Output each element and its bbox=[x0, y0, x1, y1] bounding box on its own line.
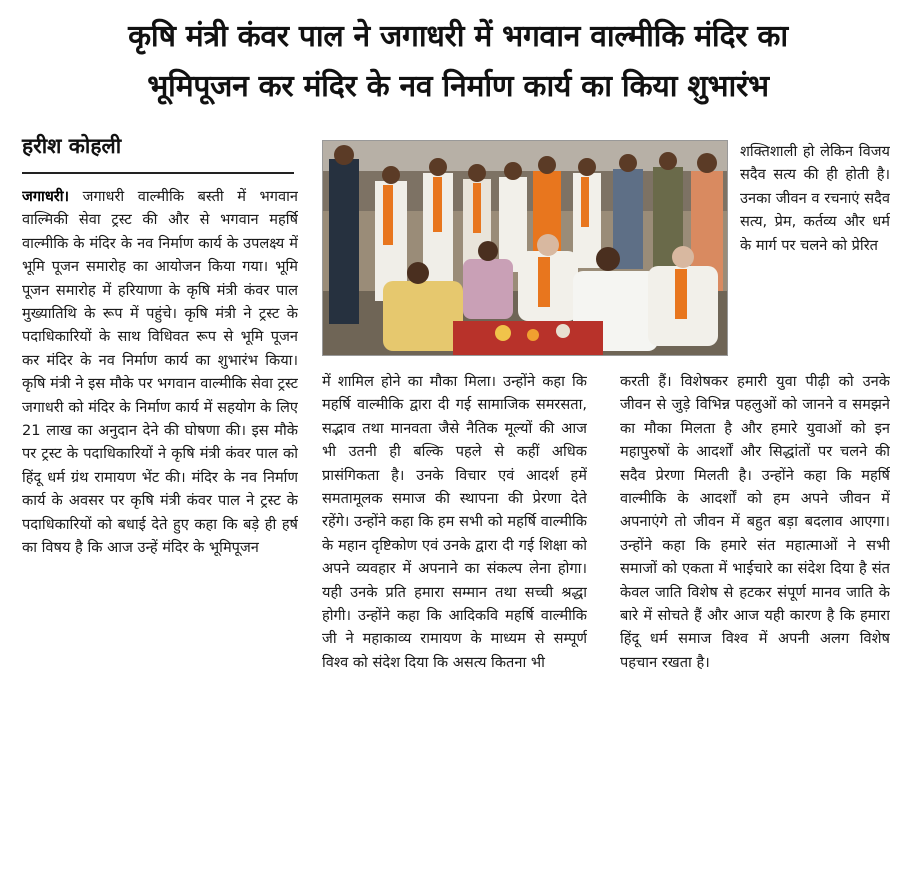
byline: हरीश कोहली bbox=[22, 133, 122, 158]
column-3-top-text: शक्तिशाली हो लेकिन विजय सदैव सत्य की ही होती है। उनका जीवन व रचनाएं सदैव सत्य, प्रेम, कर्तव्य और धर्म के मार्ग पर चलने को प्रेरित bbox=[740, 143, 890, 254]
article-column-1 bbox=[22, 185, 298, 870]
headline-line-2: भूमिपूजन कर मंदिर के नव निर्माण कार्य का किया शुभारंभ bbox=[147, 69, 769, 104]
article-column-3 bbox=[620, 370, 890, 870]
column-2-text: में शामिल होने का मौका मिला। उन्होंने कहा कि महर्षि वाल्मीकि द्वारा दी गई सामाजिक समरसता, सद्भाव तथा मानवता जैसे नैतिक मूल्यों की आज भी उतनी ही बल्कि पहले से कहीं अधिक प्रासंगिकता है। उनके विचार एवं आदर्श हमें समतामूलक समाज की स्थापना की प्रेरणा देते रहेंगे। उन्होंने कहा कि हम सभी को महर्षि वाल्मीकि के महान दृष्टिकोण एवं उनके द्वारा दी गई शिक्षा को अपने व्यवहार में अपनाने का संकल्प लेना होगा। यही उनके प्रति हमारा सम्मान तथा सच्ची श्रद्धा होगी। उन्होंने कहा कि आदिकवि महर्षि वाल्मीकि जी ने महाकाव्य रामायण के माध्यम से सम्पूर्ण विश्व को संदेश दिया कि असत्य कितना भी bbox=[322, 373, 587, 671]
column-3-text: करती हैं। विशेषकर हमारी युवा पीढ़ी को उनके जीवन से जुड़े विभिन्न पहलुओं को जानने व समझने का मौका मिलता है और हमारे युवाओं को इन महापुरुषों के आदर्शों और सिद्धांतों पर चलने की सदैव प्रेरणा मिलती है। उन्होंने कहा कि महर्षि वाल्मीकि के आदर्शों को हम अपने जीवन में अपनाएंगे तो जीवन में बहुत बड़ा बदलाव आएगा। उन्होंने कहा कि हमारे संत महात्माओं ने सभी समाजों को एकता में भाईचारे का संदेश दिया है संत केवल जाति विशेष से हटकर संपूर्ण मानव जाति के बारे में सोचते हैं और आज यही कारण है कि हमारा हिंदू धर्म समाज विश्व में अपनी अलग विशेष पहचान रखता है। bbox=[620, 373, 890, 671]
article-column-3-top bbox=[740, 140, 890, 365]
column-1-text: जगाधरी वाल्मीकि बस्ती में भगवान वाल्मिकी सेवा ट्रस्ट की और से भगवान महर्षि वाल्मीकि के मंदिर के नव निर्माण कार्य के उपलक्ष्य में भूमि पूजन समारोह का आयोजन किया गया। भूमि पूजन समारोह में हरियाणा के कृषि मंत्री कंवर पाल मुख्यातिथि के रूप में पहुंचे। कृषि मंत्री ने ट्रस्ट के पदाधिकारियों के साथ विधिवत रूप से भूमि पूजन कर मंदिर के नव निर्माण कार्य का शुभारंभ किया। कृषि मंत्री ने इस मौके पर भगवान वाल्मीकि सेवा ट्रस्ट जगाधरी को मंदिर के निर्माण कार्य में सहयोग के लिए 21 लाख का अनुदान देने की घोषणा की। इस मौके पर ट्रस्ट के पदाधिकारियों ने कृषि मंत्री कंवर पाल को हिंदू धर्म ग्रंथ रामायण भेंट की। मंदिर के नव निर्माण कार्य के अवसर पर कृषि मंत्री कंवर पाल ने ट्रस्ट के पदाधिकारियों को बधाई देते हुए कहा कि बड़े ही हर्ष का विषय है कि आज उन्हें मंदिर के भूमिपूजन bbox=[22, 188, 298, 557]
byline-divider bbox=[22, 172, 294, 174]
headline-line-1: कृषि मंत्री कंवर पाल ने जगाधरी में भगवान वाल्मीकि मंदिर का bbox=[128, 19, 788, 54]
dateline: जगाधरी। bbox=[22, 188, 70, 205]
article-column-2 bbox=[322, 370, 587, 870]
news-photo bbox=[322, 140, 728, 356]
photo-ground-ceremony-illustration bbox=[323, 141, 727, 355]
headline bbox=[0, 12, 916, 112]
